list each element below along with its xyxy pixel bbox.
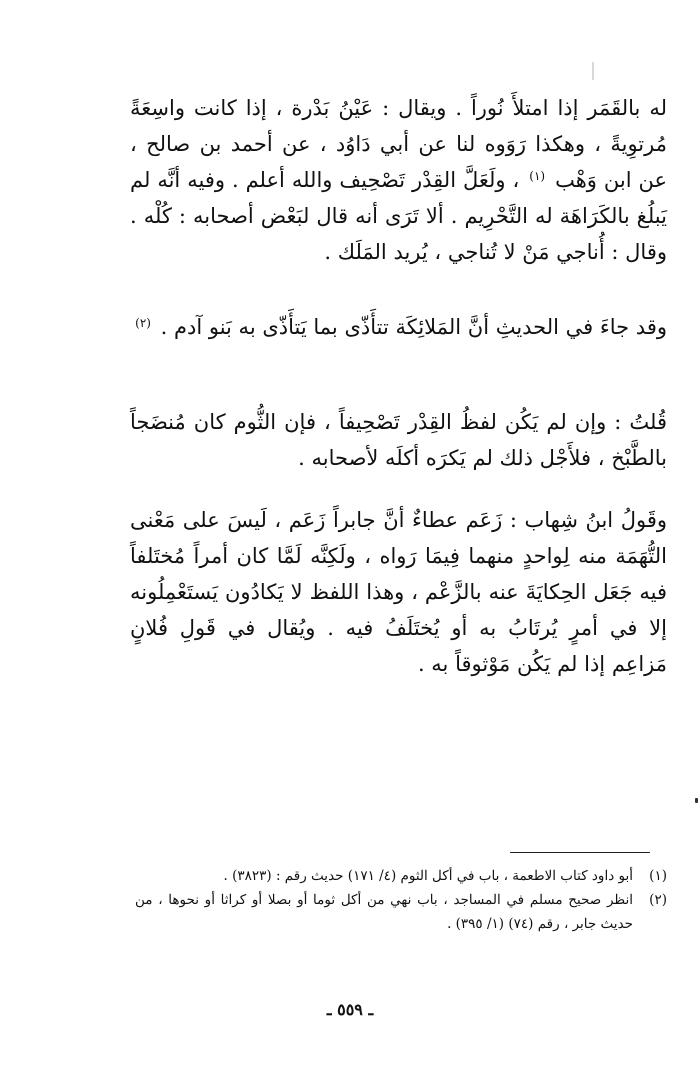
paragraph-text	[130, 309, 667, 345]
footnote-number: (١)	[649, 868, 667, 884]
page-number: ـ ٥٥٩ ـ	[326, 1000, 374, 1019]
footnote-1	[135, 864, 667, 888]
paragraph-ibn-shihab	[130, 502, 667, 682]
footnote-text: انظر صحيح مسلم في المساجد ، باب نهي من أكل ثوما أو بصلا أو كراثا أو نحوها ، من حديث جابر ، رقم (٧٤) (١/ ٣٩٥) .	[135, 892, 633, 932]
footnote-reference-1[interactable]: (١)	[529, 169, 546, 183]
footnotes	[135, 864, 667, 936]
paragraph-text-part: له بالقَمَر إذا امتلأَ نُوراً . ويقال : عَيْنُ بَدْرة ، إذا كانت واسِعَةً مُرتوِيةً ، وهكذا رَوَوه لنا عن أبي دَاوُد ، عن أحمد بن صالح ، عن ابن وَهْب	[130, 96, 668, 192]
paragraph-angels	[130, 309, 667, 345]
paragraph-text: وقَولُ ابنُ شِهاب : زَعَم عطاءٌ أنَّ جابراً زَعَم ، لَيسَ على مَعْنى التُّهَمَة منه لِواحدٍ منهما فِيمَا رَواه ، ولَكِنَّه لَمَّا كان أمراً مُختَلفاً فيه جَعَل الحِكايَةَ عنه بالزَّعْم ، وهذا اللفظ لا يَكادُون يَستَعْمِلُونه إلا في أمرٍ يُرتَابُ به أو يُختَلَفُ فيه . ويُقال في قَولِ فُلانٍ مَزاعِم إذا لم يَكُن مَوْثوقاً به .	[130, 508, 667, 676]
paragraph-text-part: ، ولَعَلَّ القِدْر تَصْحِيف والله أعلم . وفيه أنَّه لم يَبلُغ بالكَرَاهَة له التَّحْرِيم . ألا تَرَى أنه قال لبَعْض أصحابه : كُلْه . وقال : أُناجي مَنْ لا تُناجي ، يُريد المَلَك .	[130, 168, 667, 264]
paragraph-text: قُلتُ : وإن لم يَكُن لفظُ القِدْر تَصْحِيفاً ، فإن الثُّوم كان مُنضَجاً بالطَّبْخ ، فلأَجْل ذلك لم يَكرَه أكلَه لأصحابه .	[130, 410, 667, 470]
paragraph-author-note	[130, 404, 667, 476]
footnote-reference-2[interactable]: (٢)	[135, 316, 151, 330]
paragraph-text-part: وقد جاءَ في الحديثِ أنَّ المَلائِكَة تتأَذّى بما يَتأَذّى به بَنو آدم .	[160, 315, 667, 339]
footnote-text: أبو داود كتاب الاطعمة ، باب في أكل الثوم (٤/ ١٧١) حديث رقم : (٣٨٢٣) .	[223, 868, 633, 884]
footnote-2	[135, 888, 667, 936]
paragraph-moon-and-onion	[130, 90, 667, 270]
scan-margin-mark	[592, 62, 594, 80]
paragraph-text	[130, 90, 667, 270]
scan-edge-mark	[695, 798, 698, 803]
footnote-number: (٢)	[649, 892, 667, 908]
footnote-separator	[510, 852, 650, 853]
